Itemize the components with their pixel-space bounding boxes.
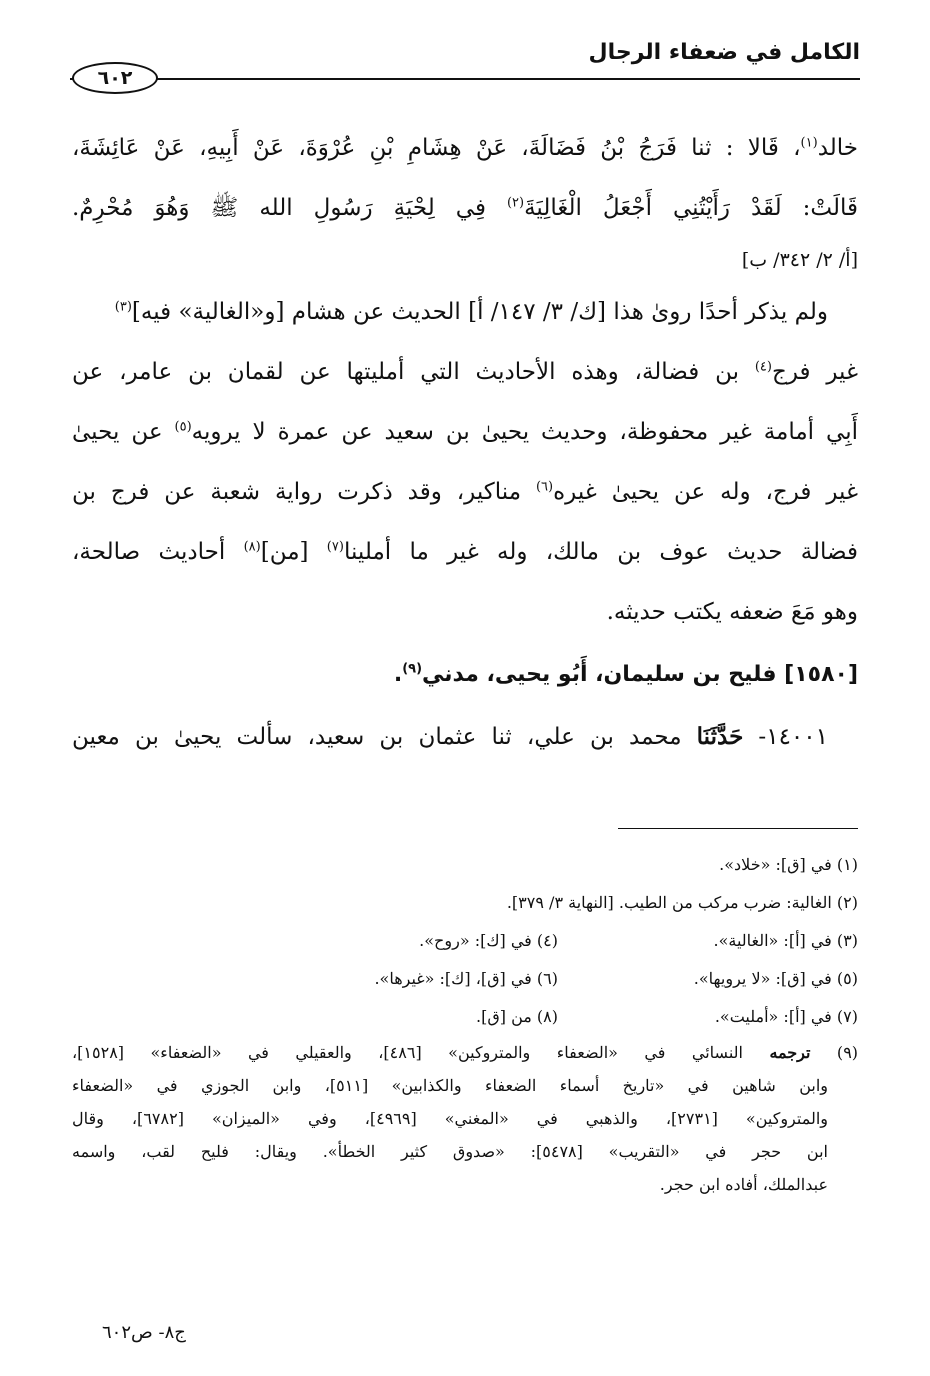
footnote-2: (٢) الغالية: ضرب مركب من الطيب. [النهاية ٣/ ٣٧٩]. <box>506 893 858 912</box>
page-number: ٦٠٢ <box>72 62 158 94</box>
footnote-ref: (٢) <box>506 195 525 211</box>
footnote-ref: (٦) <box>535 479 554 495</box>
footnote-row <box>72 922 858 960</box>
entry-heading: [١٥٨٠] فليح بن سليمان، أَبُو يحيى، مدني$^{(٩)}$. <box>393 661 858 687</box>
footnote-ref: (٥) <box>174 419 192 435</box>
hadith-haddathana: حَدَّثَنَا <box>696 723 744 750</box>
footnote-9 <box>72 1036 858 1201</box>
footnote-line: وابن شاهين في «تاريخ أسماء الضعفاء والكذابين» [٥١١]، وابن الجوزي في «الضعفاء <box>72 1076 828 1095</box>
text-line: ولم يذكر أحدًا روىٰ هذا [ك/ ٣/ ١٤٧/ أ] الحديث عن هشام [و«الغالية» فيه]$^{(٣)}$ <box>114 299 828 325</box>
footnote-row <box>72 998 858 1036</box>
footnote-1: (١) في [ق]: «خلاد». <box>719 855 858 874</box>
text-line: غير فرج$^{(٤)}$ بن فضالة، وهذه الأحاديث التي أمليتها عن لقمان بن عامر، عن <box>72 359 858 385</box>
text-line: وهو مَعَ ضعفه يكتب حديثه. <box>606 599 858 625</box>
footnote-ref: (٨) <box>243 539 261 555</box>
text-line: خالد$^{(١)}$، قَالا : ثنا فَرَجُ بْنُ فَضَالَةَ، عَنْ هِشَامِ بْنِ عُرْوَةَ، عَنْ أَبِيهِ، عَنْ عَائِشَةَ، <box>72 135 858 161</box>
hadith-line: ١٤٠٠١- حَدَّثَنَا محمد بن علي، ثنا عثمان بن سعيد، سألت يحيىٰ بن معين <box>72 723 828 750</box>
footnote-ref: (٤) <box>754 359 772 375</box>
main-text <box>72 118 858 766</box>
footnote-line: (٩) ترجمه النسائي في «الضعفاء والمتروكين» [٤٨٦]، والعقيلي في «الضعفاء» [١٥٢٨]، <box>72 1043 859 1062</box>
footnote-4: (٤) في [ك]: «روح». <box>419 931 558 950</box>
hadith-number: ١٤٠٠١ <box>766 724 828 750</box>
book-title: الكامل في ضعفاء الرجال <box>588 40 860 65</box>
footnote-divider <box>618 828 858 829</box>
footnote-5: (٥) في [ق]: «لا يرويها». <box>693 969 858 988</box>
footnote-row <box>72 960 858 998</box>
footnote-ref: (٩) <box>402 661 423 677</box>
header-rule <box>70 78 860 80</box>
text-line: أَبِي أمامة غير محفوظة، وحديث يحيىٰ بن سعيد عن عمرة لا يرويه$^{(٥)}$ عن يحيىٰ <box>72 419 858 445</box>
footnote-line: ابن حجر في «التقريب» [٥٤٧٨]: «صدوق كثير الخطأ». ويقال: فليح لقب، واسمه <box>72 1142 828 1161</box>
text-line: فضالة حديث عوف بن مالك، وله غير ما أملينا$^{(٧)}$ [من]$^{(٨)}$ أحاديث صالحة، <box>72 539 858 565</box>
volume-page-reference: ج٨- ص٦٠٢ <box>102 1322 186 1343</box>
footnote-ref: (٧) <box>326 539 344 555</box>
footnote-ref: (١) <box>800 135 818 151</box>
footnote-8: (٨) من [ق]. <box>476 1007 558 1026</box>
footnotes <box>72 846 858 1201</box>
page-header <box>70 38 860 89</box>
footnote-6: (٦) في [ق]، [ك]: «غيرها». <box>374 969 558 988</box>
manuscript-reference: [أ/ ٢/ ٣٤٢/ ب] <box>741 249 858 271</box>
text-line: قَالَتْ: لَقَدْ رَأَيْتُنِي أَجْعَلُ الْغَالِيَةَ$^{(٢)}$ فِي لِحْيَةِ رَسُولِ الله ﷺ وَهُوَ مُحْرِمٌ. <box>72 195 859 221</box>
footnote-line: عبدالملك، أفاده ابن حجر. <box>659 1175 828 1194</box>
footnote-7: (٧) في [أ]: «أمليت». <box>714 1007 858 1026</box>
text-line: غير فرج، وله عن يحيىٰ غيره$^{(٦)}$ مناكير، وقد ذكرت رواية شعبة عن فرج بن <box>72 479 858 505</box>
footnote-3: (٣) في [أ]: «الغالية». <box>713 931 858 950</box>
footnote-line: والمتروكين» [٢٧٣١]، والذهبي في «المغني» [٤٩٦٩]، وفي «الميزان» [٦٧٨٢]، وقال <box>72 1109 829 1128</box>
footnote-ref: (٣) <box>114 299 132 315</box>
